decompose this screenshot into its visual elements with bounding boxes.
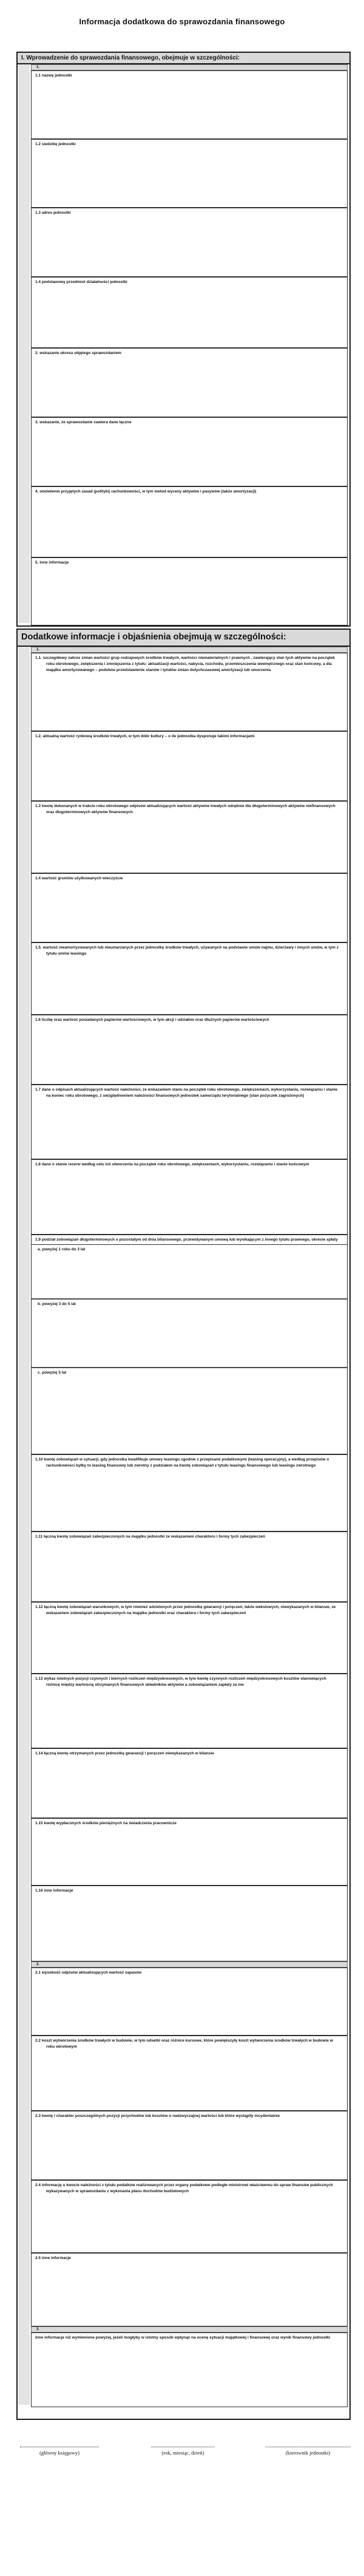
signature-label: (rok, miesiąc, dzień) <box>161 2450 204 2456</box>
field-label: a. powyżej 1 roku do 3 lat <box>38 1247 86 1252</box>
field-label: b. powyżej 3 do 5 lat <box>38 1301 76 1306</box>
field-label: 1.6 liczbę oraz wartość posiadanych papierów wartościowych, w tym akcji i udziałów oraz dłużnych papierów wartościowych <box>35 1018 269 1022</box>
field-label: 3. wskazanie, że sprawozdanie zawiera dane łączne <box>35 420 132 424</box>
field-label: 4. omówienie przyjętych zasad (polityki) rachunkowości, w tym metod wyceny aktywów i pasywów (także amortyzacji) <box>35 489 257 494</box>
field-add-1-14[interactable] <box>31 1748 348 1818</box>
field-add-1-4[interactable] <box>31 873 348 942</box>
field-add-2-4[interactable] <box>31 2180 348 2253</box>
field-add-3[interactable] <box>31 2332 348 2407</box>
signature-date <box>151 2447 215 2456</box>
field-label: 1.15 kwotę wypłaconych środków pieniężnych na świadczenia pracownicze <box>35 1821 177 1825</box>
field-add-1-2[interactable] <box>31 731 348 801</box>
field-add-2-2[interactable] <box>31 2036 348 2111</box>
field-add-1-9[interactable] <box>31 1235 348 1454</box>
section-additional-body <box>18 647 349 2407</box>
field-add-1-15[interactable] <box>31 1818 348 1886</box>
section-intro-header: I. Wprowadzenie do sprawozdania finansowego, obejmuje w szczególności: <box>18 53 349 64</box>
field-intro-2[interactable] <box>31 348 348 417</box>
field-label: 1.12 łączną kwotę zobowiązań warunkowych, w tym również udzielonych przez jednostkę gwarancji i poręczeń, także wekslowych, niewykazanych w bilansie, ze wskazaniem zobowiązań zabezpieczonych na majątku jednostki oraz charakteru i formy tych zabezpieczeń <box>35 1605 336 1615</box>
field-add-1-9b[interactable] <box>32 1298 347 1367</box>
field-label: 1.3 adres jednostki <box>35 211 71 215</box>
field-add-1-10[interactable] <box>31 1454 348 1532</box>
field-label: 2.5 inne informacje <box>35 2256 71 2260</box>
field-label: 5. inne informacje <box>35 561 69 565</box>
field-intro-3[interactable] <box>31 417 348 486</box>
left-margin-strip <box>18 647 30 2405</box>
field-add-1-6[interactable] <box>31 1015 348 1085</box>
signature-chief-accountant <box>20 2447 99 2456</box>
field-label: 1.2 siedzibę jednostki <box>35 142 76 146</box>
field-add-1-7[interactable] <box>31 1085 348 1159</box>
field-label: 1.8 dane o stanie rezerw według celu ich utworzenia na początek roku obrotowego, zwiększeniach, wykorzystaniu, rozwiązaniu i stanie końcowym <box>35 1162 309 1167</box>
subsection-bar-1: 1. <box>31 64 348 70</box>
field-add-2-5[interactable] <box>31 2253 348 2326</box>
field-intro-1-2[interactable] <box>31 139 348 208</box>
field-label: 1.7 dane o odpisach aktualizujących wartość należności, ze wskazaniem stanu na początek roku obrotowego, zwiększeniach, wykorzystaniu, rozwiązaniu i stanie na koniec roku obrotowego, z uwzględnieniem należności finansowych jednostek samorządu terytorialnego (stan pożyczek zagrożonych) <box>35 1088 338 1098</box>
field-label: 2.2 koszt wytworzenia środków trwałych w budowie, w tym odsetki oraz różnice kursowe, które powiększyły koszt wytworzenia środków trwałych w budowie w roku obrotowym <box>35 2039 333 2049</box>
field-label: 1.11 łączną kwotę zobowiązań zabezpieczonych na majątku jednostki ze wskazaniem charakteru i formy tych zabezpieczeń <box>35 1535 265 1539</box>
field-add-1-8[interactable] <box>31 1159 348 1235</box>
field-label: 1.13 wykaz istotnych pozycji czynnych i biernych rozliczeń międzyokresowych, w tym kwotę czynnych rozliczeń międzyokresowych kosztów stanowiących różnicę między wartością otrzymanych finansowych składników aktywów a zobowiązaniem zapłaty za nie <box>35 1677 326 1687</box>
field-label: inne informacje niż wymienione powyżej, jeżeli mogłyby w istotny sposób wpłynąć na ocenę sytuacji majątkowej i finansowej oraz wynik finansowy jednostki <box>35 2336 331 2340</box>
section-intro <box>16 52 351 627</box>
field-label: 1.14 łączną kwotę otrzymanych przez jednostkę gwarancji i poręczeń niewykazanych w bilansie <box>35 1751 214 1756</box>
field-add-1-5[interactable] <box>31 942 348 1015</box>
field-intro-4[interactable] <box>31 486 348 557</box>
field-add-1-3[interactable] <box>31 801 348 873</box>
section-intro-body <box>18 64 349 625</box>
field-label: 2. wskazanie okresu objętego sprawozdaniem <box>35 351 121 355</box>
field-add-2-3[interactable] <box>31 2111 348 2180</box>
field-label: 1.2. aktualną wartość rynkową środków trwałych, w tym dóbr kultury – o ile jednostka dysponuje takimi informacjami <box>35 734 255 738</box>
field-label: 1.9 podział zobowiązań długoterminowych o pozostałym od dnia bilansowego, przewidywanym umową lub wynikającym z innego tytułu prawnego, okresie spłaty <box>32 1235 347 1245</box>
field-add-1-9a[interactable] <box>32 1245 347 1298</box>
left-margin-strip <box>18 64 30 623</box>
signature-label: (kierownik jednostki) <box>285 2450 331 2456</box>
field-add-1-13[interactable] <box>31 1674 348 1748</box>
field-intro-1-3[interactable] <box>31 208 348 277</box>
section-additional-header: Dodatkowe informacje i objaśnienia obejmują w szczególności: <box>18 630 349 647</box>
field-label: 1.1 nazwę jednostki <box>35 73 72 78</box>
field-label: 1.10 kwotę zobowiązań w sytuacji, gdy jednostka kwalifikuje umowy leasingu zgodnie z przepisami podatkowymi (leasing operacyjny), a według przepisów o rachunkowości byłby to leasing finansowy lub zwrotny z podziałem na kwotę zobowiązań z tytułu leasingu finansowego lub leasingu zwrotnego <box>35 1457 329 1468</box>
field-add-1-9c[interactable] <box>32 1367 347 1454</box>
signature-head-of-unit <box>265 2447 351 2456</box>
field-label: 1.4 podstawowy przedmiot działalności jednostki <box>35 280 127 284</box>
field-label: 1.3 kwotę dokonanych w trakcie roku obrotowego odpisów aktualizujących wartość aktywów trwałych odrębnie dla długoterminowych aktywów niefinansowych oraz długoterminowych aktywów finansowych <box>35 804 335 814</box>
page-title: Informacja dodatkowa do sprawozdania finansowego <box>79 17 285 26</box>
field-label: c. powyżej 5 lat <box>38 1370 67 1375</box>
subsection-bar-3: 3. <box>31 2326 348 2332</box>
field-intro-1-1[interactable] <box>31 70 348 139</box>
field-add-1-11[interactable] <box>31 1532 348 1602</box>
signature-label: (główny księgowy) <box>39 2450 79 2456</box>
field-label: 2.3 kwotę i charakter poszczególnych pozycji przychodów lub kosztów o nadzwyczajnej wartości lub które wystąpiły incydentalnie <box>35 2114 280 2118</box>
field-add-1-1[interactable] <box>31 653 348 731</box>
field-label: 1.16 inne informacje <box>35 1889 73 1893</box>
field-label: 2.1 wysokość odpisów aktualizujących wartość zapasów <box>35 1971 142 1975</box>
field-add-1-16[interactable] <box>31 1886 348 1961</box>
field-add-2-1[interactable] <box>31 1968 348 2036</box>
field-intro-1-4[interactable] <box>31 277 348 348</box>
field-add-1-12[interactable] <box>31 1602 348 1674</box>
section-additional <box>16 629 351 2420</box>
field-label: 2.4 informację o kwocie należności z tytułu podatków realizowanych przez organy podatkowe podległe ministrowi właściwemu do spraw finansów publicznych wykazywanych w sprawozdaniu z wykonania planu dochodów budżetowych <box>35 2183 333 2193</box>
field-intro-5[interactable] <box>31 557 348 625</box>
subsection-bar-1: 1. <box>31 647 348 653</box>
subsection-bar-2: 2. <box>31 1961 348 1968</box>
field-label: 1.5. wartość nieamortyzowanych lub nieumarzanych przez jednostkę środków trwałych, używanych na podstawie umów najmu, dzierżawy i innych umów, w tym z tytułu umów leasingu <box>35 946 339 956</box>
field-label: 1.1. szczegółowy zakres zmian wartości grup rodzajowych środków trwałych, wartości niematerialnych i prawnych , zawierający stan tych aktywów na początek roku obrotowego, zwiększenia i zmniejszenia z tytułu: aktualizacji wartości, nabycia, rozchodu, przemieszczenia wewnętrznego oraz stan końcowy, a dla majątku amortyzowanego – podobne przedstawienie stanów i tytułów zmian dotychczasowej amortyzacji lub umorzenia <box>35 656 335 672</box>
field-label: 1.4 wartość gruntów użytkowanych wieczyście <box>35 876 123 881</box>
